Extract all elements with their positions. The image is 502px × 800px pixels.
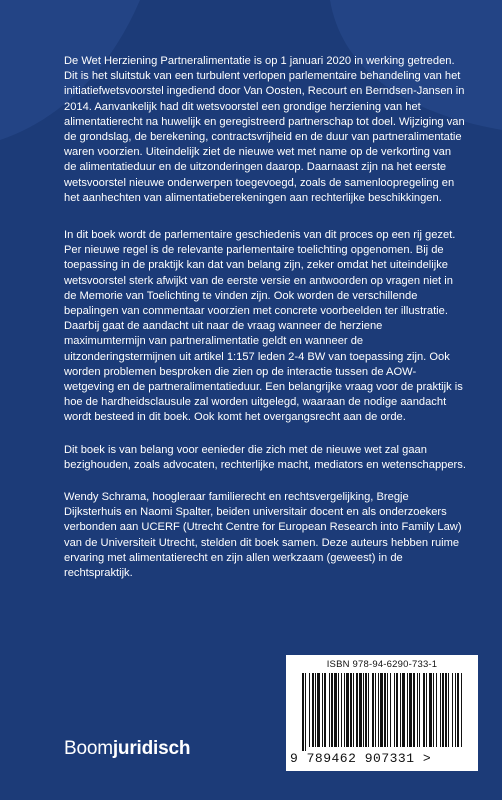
barcode-bar [324,673,326,747]
barcode-bar [390,673,391,747]
barcode-bar [368,673,369,747]
barcode-bar [363,673,364,747]
barcode-bar [305,673,306,751]
barcode-bar [309,673,310,747]
barcode-bar [331,673,333,747]
barcode-bar [353,673,354,747]
barcode-bar [365,673,367,747]
isbn-label: ISBN 978-94-6290-733-1 [326,659,438,670]
barcode-bar [407,673,408,747]
barcode-bar [334,673,337,747]
barcode-bar [413,673,415,747]
publisher-logo [64,738,190,760]
barcode-bar [384,673,386,747]
barcode-bar [448,673,449,747]
barcode-bar [396,673,398,747]
barcode-bar [394,673,395,747]
barcode-bar [442,673,444,747]
barcode-bar [329,673,330,747]
barcode-bar [322,673,323,747]
paragraph-content: In dit boek wordt de parlementaire geschiedenis van dit proces op een rij gezet. Per nieuwe regel is de relevante parlementaire toelichting opgenomen. Bij de toepassing in de praktijk kan dat van belang zijn, zeker omdat het uiteindelijke wetsvoorstel sterk afwijkt van de eerste versie en antwoorden op vragen niet in de Memorie van Toelichting te vinden zijn. Ook worden de verschillende bepalingen van commentaar voorzien met concrete voorbeelden ter illustratie. Daarbij gaat de aandacht uit naar de vraag wanneer de herziene maximumtermijn van partneralimentatie geldt en wanneer de uitzonderingstermijnen uit artikel 1:157 leden 2-4 BW van toepassing zijn. Ook worden problemen besproken die zien op de interactie tussen de AOW-wetgeving en de partneralimentatieduur. Een belangrijke vraag voor de praktijk is hoe de hardheidsclausule zal worden uitgelegd, waaraan de nodige aandacht wordt besteed in dit boek. Ook komt het overgangsrecht aan de orde. [64,229,463,424]
barcode-bar [356,673,358,747]
barcode-bar [423,673,425,747]
barcode-bar [341,673,342,747]
barcode-bar [338,673,339,747]
barcode-bar [400,673,401,747]
barcode-bar [429,673,432,747]
barcode-bar [378,673,379,747]
barcode-bar [346,673,349,747]
barcode-bar [457,673,459,747]
barcode-bar [317,673,320,747]
barcode-bar [461,673,462,747]
paragraph-intro: De Wet Herziening Partneralimentatie is op 1 januari 2020 in werking getreden. Dit is het sluitstuk van een turbulent verlopen parlementaire behandeling van het initiatiefwetsvoorstel ingediend door Van Oosten, Recourt en Berndsen-Jansen in 2014. Aanvankelijk had dit wetsvoorstel een grondige herziening van het alimentatierecht na huwelijk en geregistreerd partnerschap tot doel. Wijziging van de grondslag, de berekening, contractsvrijheid en de duur van partneralimentatie waren voorzien. Uiteindelijk ziet de nieuwe wet met name op de verkorting van de alimentatieduur en de uitzonderingen daarop. Daarnaast zijn na het eerste wetsvoorstel nieuwe onderwerpen toegevoegd, zoals de samenloopregeling en het aanhechten van alimentatieberekeningen aan rechterlijke beschikkingen. [64,55,465,204]
paragraph-audience: Dit boek is van belang voor eenieder die zich met de nieuwe wet zal gaan bezighouden, zoals advocaten, rechterlijke macht, mediators en wetenschappers. [64,443,466,471]
barcode-bar [350,673,352,747]
barcode-bar [302,673,304,751]
paragraph-authors: Wendy Schrama, hoogleraar familierecht en rechtsvergelijking, Bregje Dijksterhuis en Naomi Spalter, beiden universitair docent en als onderzoekers verbonden aan UCERF (Utrecht Centre for European Research into Family Law) van de Universiteit Utrecht, stelden dit boek samen. Deze auteurs hebben ruime ervaring met alimentatierecht en zijn allen werkzaam (geweest) in de rechtspraktijk. [64,491,462,580]
barcode-bar [372,673,374,747]
barcode-bar [452,673,453,747]
barcode-bar [380,673,383,747]
publisher-logo-part1: Boom [64,738,113,759]
barcode-bar [455,673,456,747]
barcode-bar [436,673,437,747]
publisher-logo-part2: juridisch [112,738,191,759]
barcode-bar [419,673,420,747]
barcode-bar [402,673,405,747]
barcode-bar [344,673,345,747]
barcode-bar [359,673,362,747]
barcode-bar [440,673,441,747]
barcode-bar [387,673,388,747]
barcode-bar [315,673,316,747]
barcode-bar [445,673,447,747]
barcode-bar [417,673,418,747]
barcode-bar [375,673,376,747]
barcode-bar [312,673,314,747]
barcode-bars [300,673,466,751]
barcode-bar [433,673,434,747]
barcode-bar [426,673,427,747]
back-cover-text [64,54,466,598]
barcode-panel [286,655,478,771]
barcode-bar [409,673,412,747]
barcode-digits: 9 789462 907331 > [290,751,432,766]
